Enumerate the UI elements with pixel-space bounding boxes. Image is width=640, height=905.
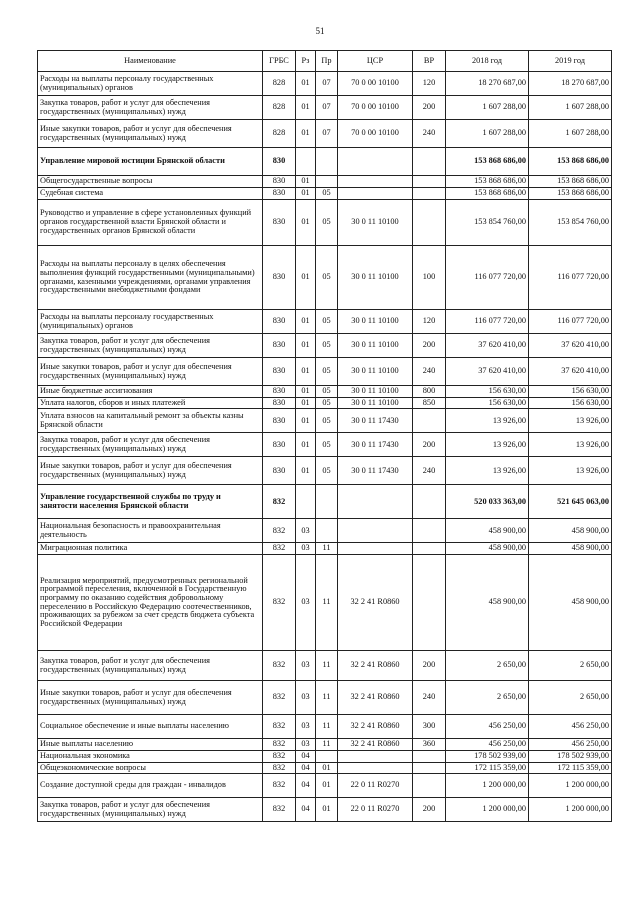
cell-2018: 172 115 359,00 bbox=[446, 762, 529, 774]
table-row bbox=[38, 433, 612, 457]
table-row bbox=[38, 397, 612, 409]
table-row bbox=[38, 750, 612, 762]
cell-2019: 153 868 686,00 bbox=[529, 148, 612, 176]
table-row bbox=[38, 798, 612, 822]
cell-grbs: 832 bbox=[263, 651, 296, 681]
cell-2019: 1 607 288,00 bbox=[529, 120, 612, 148]
cell-name: Социальное обеспечение и иные выплаты населению bbox=[38, 715, 263, 739]
cell-name: Уплата налогов, сборов и иных платежей bbox=[38, 397, 263, 409]
cell-rz: 04 bbox=[296, 750, 316, 762]
cell-rz: 01 bbox=[296, 334, 316, 358]
cell-name: Иные закупки товаров, работ и услуг для обеспечения государственных (муниципальных) нужд bbox=[38, 120, 263, 148]
cell-2019: 37 620 410,00 bbox=[529, 334, 612, 358]
cell-csr bbox=[338, 543, 413, 555]
cell-vr bbox=[413, 485, 446, 519]
cell-name: Расходы на выплаты персоналу в целях обеспечения выполнения функций государственными (муниципальными) органами, казенными учреждениями, органами управления государственными внебюджетными фондами bbox=[38, 246, 263, 310]
cell-pr: 11 bbox=[316, 681, 338, 715]
cell-csr bbox=[338, 762, 413, 774]
cell-csr: 30 0 11 17430 bbox=[338, 433, 413, 457]
cell-name: Национальная безопасность и правоохранительная деятельность bbox=[38, 519, 263, 543]
cell-name: Закупка товаров, работ и услуг для обеспечения государственных (муниципальных) нужд bbox=[38, 334, 263, 358]
cell-csr bbox=[338, 188, 413, 200]
cell-2018: 458 900,00 bbox=[446, 555, 529, 651]
header-rz: Рз bbox=[296, 51, 316, 72]
cell-vr bbox=[413, 409, 446, 433]
cell-grbs: 832 bbox=[263, 543, 296, 555]
cell-vr: 200 bbox=[413, 433, 446, 457]
table-row bbox=[38, 334, 612, 358]
cell-grbs: 832 bbox=[263, 555, 296, 651]
table-row bbox=[38, 200, 612, 246]
cell-2018: 116 077 720,00 bbox=[446, 246, 529, 310]
cell-rz: 01 bbox=[296, 96, 316, 120]
cell-2019: 153 854 760,00 bbox=[529, 200, 612, 246]
cell-csr: 70 0 00 10100 bbox=[338, 120, 413, 148]
cell-grbs: 832 bbox=[263, 519, 296, 543]
cell-pr: 01 bbox=[316, 798, 338, 822]
cell-grbs: 832 bbox=[263, 750, 296, 762]
table-row bbox=[38, 310, 612, 334]
cell-name: Закупка товаров, работ и услуг для обеспечения государственных (муниципальных) нужд bbox=[38, 651, 263, 681]
cell-2018: 13 926,00 bbox=[446, 457, 529, 485]
cell-2018: 1 607 288,00 bbox=[446, 120, 529, 148]
cell-vr bbox=[413, 762, 446, 774]
cell-vr: 360 bbox=[413, 739, 446, 751]
cell-csr: 32 2 41 R0860 bbox=[338, 555, 413, 651]
cell-vr bbox=[413, 200, 446, 246]
table-row bbox=[38, 715, 612, 739]
cell-2018: 153 868 686,00 bbox=[446, 176, 529, 188]
cell-2019: 458 900,00 bbox=[529, 555, 612, 651]
cell-csr: 30 0 11 17430 bbox=[338, 457, 413, 485]
cell-vr: 100 bbox=[413, 246, 446, 310]
cell-vr bbox=[413, 543, 446, 555]
cell-vr bbox=[413, 750, 446, 762]
cell-2018: 458 900,00 bbox=[446, 519, 529, 543]
cell-vr: 240 bbox=[413, 120, 446, 148]
cell-rz: 03 bbox=[296, 715, 316, 739]
cell-2019: 172 115 359,00 bbox=[529, 762, 612, 774]
cell-vr bbox=[413, 148, 446, 176]
cell-grbs: 830 bbox=[263, 386, 296, 398]
table-row bbox=[38, 148, 612, 176]
cell-vr bbox=[413, 519, 446, 543]
header-csr: ЦСР bbox=[338, 51, 413, 72]
cell-pr bbox=[316, 485, 338, 519]
cell-pr: 05 bbox=[316, 188, 338, 200]
cell-2018: 153 854 760,00 bbox=[446, 200, 529, 246]
table-row bbox=[38, 246, 612, 310]
cell-2018: 456 250,00 bbox=[446, 739, 529, 751]
cell-2018: 13 926,00 bbox=[446, 409, 529, 433]
cell-grbs: 832 bbox=[263, 762, 296, 774]
cell-2019: 156 630,00 bbox=[529, 386, 612, 398]
header-vr: ВР bbox=[413, 51, 446, 72]
cell-name: Иные бюджетные ассигнования bbox=[38, 386, 263, 398]
cell-rz: 01 bbox=[296, 176, 316, 188]
cell-2018: 456 250,00 bbox=[446, 715, 529, 739]
cell-pr: 05 bbox=[316, 334, 338, 358]
cell-rz: 04 bbox=[296, 762, 316, 774]
cell-rz: 01 bbox=[296, 310, 316, 334]
cell-pr: 07 bbox=[316, 96, 338, 120]
cell-vr: 240 bbox=[413, 457, 446, 485]
cell-pr: 11 bbox=[316, 651, 338, 681]
cell-csr: 30 0 11 10100 bbox=[338, 246, 413, 310]
cell-name: Закупка товаров, работ и услуг для обеспечения государственных (муниципальных) нужд bbox=[38, 433, 263, 457]
cell-csr: 30 0 11 17430 bbox=[338, 409, 413, 433]
header-pr: Пр bbox=[316, 51, 338, 72]
cell-grbs: 832 bbox=[263, 681, 296, 715]
cell-grbs: 830 bbox=[263, 188, 296, 200]
cell-vr: 240 bbox=[413, 358, 446, 386]
cell-csr bbox=[338, 148, 413, 176]
header-year-2019: 2019 год bbox=[529, 51, 612, 72]
cell-grbs: 828 bbox=[263, 72, 296, 96]
cell-csr: 70 0 00 10100 bbox=[338, 96, 413, 120]
cell-csr bbox=[338, 519, 413, 543]
cell-name: Уплата взносов на капитальный ремонт за объекты казны Брянской области bbox=[38, 409, 263, 433]
cell-rz: 04 bbox=[296, 774, 316, 798]
cell-name: Расходы на выплаты персоналу государственных (муниципальных) органов bbox=[38, 72, 263, 96]
cell-csr: 22 0 11 R0270 bbox=[338, 798, 413, 822]
cell-csr: 32 2 41 R0860 bbox=[338, 739, 413, 751]
cell-csr: 30 0 11 10100 bbox=[338, 397, 413, 409]
table-row bbox=[38, 774, 612, 798]
cell-2019: 116 077 720,00 bbox=[529, 310, 612, 334]
table-row bbox=[38, 72, 612, 96]
header-grbs: ГРБС bbox=[263, 51, 296, 72]
cell-pr: 05 bbox=[316, 386, 338, 398]
cell-pr: 05 bbox=[316, 246, 338, 310]
cell-pr: 05 bbox=[316, 310, 338, 334]
cell-2019: 178 502 939,00 bbox=[529, 750, 612, 762]
cell-pr bbox=[316, 750, 338, 762]
cell-csr: 32 2 41 R0860 bbox=[338, 651, 413, 681]
cell-2018: 1 200 000,00 bbox=[446, 774, 529, 798]
cell-2019: 13 926,00 bbox=[529, 433, 612, 457]
cell-vr: 200 bbox=[413, 334, 446, 358]
cell-csr: 30 0 11 10100 bbox=[338, 386, 413, 398]
cell-vr: 120 bbox=[413, 310, 446, 334]
table-row bbox=[38, 485, 612, 519]
cell-csr: 70 0 00 10100 bbox=[338, 72, 413, 96]
cell-rz: 01 bbox=[296, 246, 316, 310]
cell-grbs: 830 bbox=[263, 246, 296, 310]
cell-rz: 03 bbox=[296, 651, 316, 681]
cell-vr bbox=[413, 176, 446, 188]
cell-csr: 30 0 11 10100 bbox=[338, 358, 413, 386]
cell-csr: 32 2 41 R0860 bbox=[338, 715, 413, 739]
cell-2019: 13 926,00 bbox=[529, 457, 612, 485]
cell-grbs: 832 bbox=[263, 798, 296, 822]
cell-2019: 458 900,00 bbox=[529, 519, 612, 543]
cell-rz: 01 bbox=[296, 386, 316, 398]
cell-2018: 37 620 410,00 bbox=[446, 358, 529, 386]
cell-name: Управление мировой юстиции Брянской области bbox=[38, 148, 263, 176]
cell-rz: 01 bbox=[296, 358, 316, 386]
cell-2019: 153 868 686,00 bbox=[529, 176, 612, 188]
cell-csr: 30 0 11 10100 bbox=[338, 334, 413, 358]
table-row bbox=[38, 543, 612, 555]
cell-2019: 456 250,00 bbox=[529, 739, 612, 751]
cell-pr: 05 bbox=[316, 200, 338, 246]
table-row bbox=[38, 120, 612, 148]
cell-2018: 156 630,00 bbox=[446, 386, 529, 398]
cell-pr bbox=[316, 176, 338, 188]
cell-grbs: 830 bbox=[263, 310, 296, 334]
table-row bbox=[38, 739, 612, 751]
cell-name: Закупка товаров, работ и услуг для обеспечения государственных (муниципальных) нужд bbox=[38, 96, 263, 120]
cell-name: Миграционная политика bbox=[38, 543, 263, 555]
table-header-row bbox=[38, 51, 612, 72]
cell-csr: 30 0 11 10100 bbox=[338, 310, 413, 334]
cell-csr: 22 0 11 R0270 bbox=[338, 774, 413, 798]
cell-rz: 01 bbox=[296, 397, 316, 409]
cell-2018: 2 650,00 bbox=[446, 651, 529, 681]
cell-2018: 2 650,00 bbox=[446, 681, 529, 715]
cell-name: Управление государственной службы по труду и занятости населения Брянской области bbox=[38, 485, 263, 519]
cell-2018: 116 077 720,00 bbox=[446, 310, 529, 334]
cell-2019: 458 900,00 bbox=[529, 543, 612, 555]
cell-2018: 13 926,00 bbox=[446, 433, 529, 457]
cell-csr: 30 0 11 10100 bbox=[338, 200, 413, 246]
cell-grbs: 830 bbox=[263, 200, 296, 246]
cell-vr: 200 bbox=[413, 651, 446, 681]
cell-pr: 05 bbox=[316, 457, 338, 485]
page-number: 51 bbox=[315, 26, 325, 36]
cell-grbs: 830 bbox=[263, 397, 296, 409]
header-year-2018: 2018 год bbox=[446, 51, 529, 72]
cell-rz: 03 bbox=[296, 739, 316, 751]
cell-rz: 03 bbox=[296, 519, 316, 543]
table-row bbox=[38, 96, 612, 120]
table-row bbox=[38, 519, 612, 543]
cell-name: Судебная система bbox=[38, 188, 263, 200]
cell-pr: 07 bbox=[316, 72, 338, 96]
table-row bbox=[38, 555, 612, 651]
cell-pr: 11 bbox=[316, 555, 338, 651]
header-name: Наименование bbox=[38, 51, 263, 72]
cell-2019: 2 650,00 bbox=[529, 681, 612, 715]
cell-pr: 11 bbox=[316, 715, 338, 739]
cell-2018: 1 200 000,00 bbox=[446, 798, 529, 822]
cell-2019: 521 645 063,00 bbox=[529, 485, 612, 519]
cell-pr: 05 bbox=[316, 358, 338, 386]
cell-rz: 01 bbox=[296, 457, 316, 485]
cell-grbs: 830 bbox=[263, 409, 296, 433]
cell-vr: 240 bbox=[413, 681, 446, 715]
table-row bbox=[38, 457, 612, 485]
cell-2019: 1 200 000,00 bbox=[529, 798, 612, 822]
cell-2018: 1 607 288,00 bbox=[446, 96, 529, 120]
budget-table bbox=[37, 50, 612, 822]
cell-2019: 456 250,00 bbox=[529, 715, 612, 739]
cell-2019: 2 650,00 bbox=[529, 651, 612, 681]
cell-pr: 05 bbox=[316, 433, 338, 457]
cell-name: Иные закупки товаров, работ и услуг для обеспечения государственных (муниципальных) нужд bbox=[38, 457, 263, 485]
cell-vr: 850 bbox=[413, 397, 446, 409]
cell-grbs: 830 bbox=[263, 176, 296, 188]
cell-name: Реализация мероприятий, предусмотренных региональной программой переселения, включенной в Государственную программу по оказанию содействия добровольному переселению в Российскую Федерацию соотечественников, проживающих за рубежом за счет средств бюджета субъекта Российской Федерации bbox=[38, 555, 263, 651]
cell-grbs: 832 bbox=[263, 715, 296, 739]
table-row bbox=[38, 651, 612, 681]
cell-grbs: 830 bbox=[263, 457, 296, 485]
cell-2018: 156 630,00 bbox=[446, 397, 529, 409]
cell-2018: 153 868 686,00 bbox=[446, 188, 529, 200]
cell-pr: 01 bbox=[316, 774, 338, 798]
cell-2018: 37 620 410,00 bbox=[446, 334, 529, 358]
cell-rz: 01 bbox=[296, 200, 316, 246]
cell-grbs: 832 bbox=[263, 485, 296, 519]
cell-pr: 01 bbox=[316, 762, 338, 774]
cell-pr: 11 bbox=[316, 543, 338, 555]
cell-2019: 156 630,00 bbox=[529, 397, 612, 409]
cell-name: Расходы на выплаты персоналу государственных (муниципальных) органов bbox=[38, 310, 263, 334]
cell-vr bbox=[413, 774, 446, 798]
table-row bbox=[38, 409, 612, 433]
cell-rz: 03 bbox=[296, 681, 316, 715]
cell-2019: 1 607 288,00 bbox=[529, 96, 612, 120]
cell-rz: 01 bbox=[296, 120, 316, 148]
cell-grbs: 830 bbox=[263, 358, 296, 386]
cell-2018: 178 502 939,00 bbox=[446, 750, 529, 762]
cell-rz: 01 bbox=[296, 72, 316, 96]
cell-grbs: 832 bbox=[263, 739, 296, 751]
table-row bbox=[38, 188, 612, 200]
cell-rz: 03 bbox=[296, 543, 316, 555]
cell-rz: 01 bbox=[296, 433, 316, 457]
cell-pr: 11 bbox=[316, 739, 338, 751]
cell-grbs: 828 bbox=[263, 120, 296, 148]
table-row bbox=[38, 681, 612, 715]
cell-2019: 153 868 686,00 bbox=[529, 188, 612, 200]
cell-vr: 200 bbox=[413, 798, 446, 822]
cell-name: Общеэкономические вопросы bbox=[38, 762, 263, 774]
cell-grbs: 830 bbox=[263, 148, 296, 176]
cell-2019: 116 077 720,00 bbox=[529, 246, 612, 310]
cell-vr: 800 bbox=[413, 386, 446, 398]
cell-name: Общегосударственные вопросы bbox=[38, 176, 263, 188]
cell-2019: 13 926,00 bbox=[529, 409, 612, 433]
cell-name: Иные закупки товаров, работ и услуг для обеспечения государственных (муниципальных) нужд bbox=[38, 358, 263, 386]
table-row bbox=[38, 358, 612, 386]
cell-pr bbox=[316, 148, 338, 176]
table-row bbox=[38, 176, 612, 188]
cell-name: Закупка товаров, работ и услуг для обеспечения государственных (муниципальных) нужд bbox=[38, 798, 263, 822]
cell-vr bbox=[413, 188, 446, 200]
cell-name: Руководство и управление в сфере установленных функций органов государственной власти Брянской области и государственных органов Брянской области bbox=[38, 200, 263, 246]
cell-rz: 01 bbox=[296, 409, 316, 433]
table-row bbox=[38, 386, 612, 398]
cell-vr bbox=[413, 555, 446, 651]
cell-grbs: 830 bbox=[263, 433, 296, 457]
cell-vr: 200 bbox=[413, 96, 446, 120]
cell-csr bbox=[338, 750, 413, 762]
cell-grbs: 828 bbox=[263, 96, 296, 120]
cell-2019: 18 270 687,00 bbox=[529, 72, 612, 96]
cell-grbs: 830 bbox=[263, 334, 296, 358]
cell-name: Иные выплаты населению bbox=[38, 739, 263, 751]
cell-grbs: 832 bbox=[263, 774, 296, 798]
cell-vr: 120 bbox=[413, 72, 446, 96]
cell-pr: 05 bbox=[316, 397, 338, 409]
cell-pr bbox=[316, 519, 338, 543]
cell-vr: 300 bbox=[413, 715, 446, 739]
cell-pr: 07 bbox=[316, 120, 338, 148]
cell-name: Создание доступной среды для граждан - инвалидов bbox=[38, 774, 263, 798]
cell-csr: 32 2 41 R0860 bbox=[338, 681, 413, 715]
cell-2018: 520 033 363,00 bbox=[446, 485, 529, 519]
cell-rz bbox=[296, 485, 316, 519]
cell-2018: 18 270 687,00 bbox=[446, 72, 529, 96]
cell-name: Иные закупки товаров, работ и услуг для обеспечения государственных (муниципальных) нужд bbox=[38, 681, 263, 715]
cell-rz: 03 bbox=[296, 555, 316, 651]
cell-csr bbox=[338, 176, 413, 188]
table-row bbox=[38, 762, 612, 774]
cell-rz: 01 bbox=[296, 188, 316, 200]
cell-csr bbox=[338, 485, 413, 519]
cell-2019: 37 620 410,00 bbox=[529, 358, 612, 386]
cell-name: Национальная экономика bbox=[38, 750, 263, 762]
cell-pr: 05 bbox=[316, 409, 338, 433]
cell-rz bbox=[296, 148, 316, 176]
cell-2018: 458 900,00 bbox=[446, 543, 529, 555]
cell-rz: 04 bbox=[296, 798, 316, 822]
cell-2018: 153 868 686,00 bbox=[446, 148, 529, 176]
cell-2019: 1 200 000,00 bbox=[529, 774, 612, 798]
